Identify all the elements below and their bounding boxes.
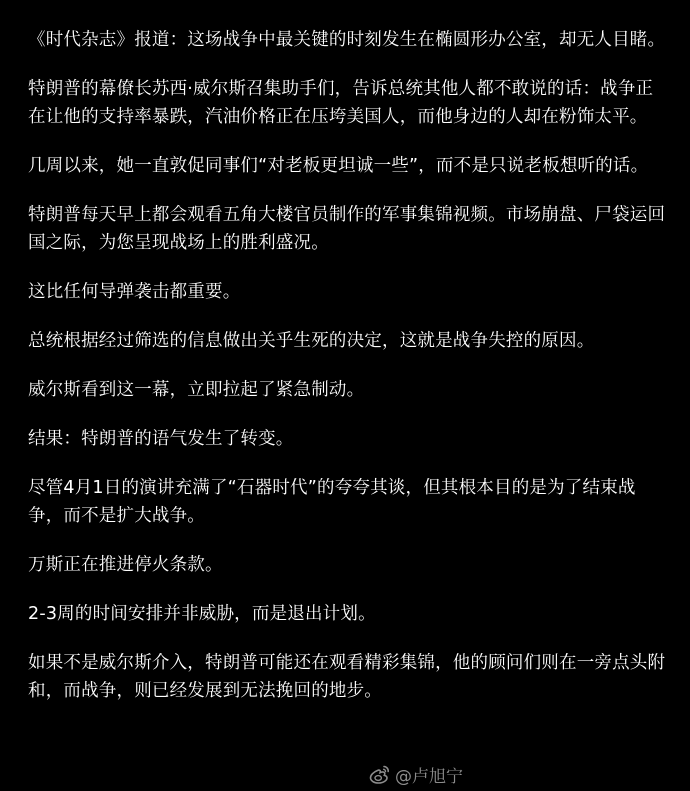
paragraph-12: 如果不是威尔斯介入，特朗普可能还在观看精彩集锦，他的顾问们则在一旁点头附和，而战争，则已经发展到无法挽回的地步。 bbox=[28, 653, 666, 701]
paragraph-7: 威尔斯看到这一幕，立即拉起了紧急制动。 bbox=[28, 380, 365, 400]
paragraph-3: 几周以来，她一直敦促同事们“对老板更坦诚一些”，而不是只说老板想听的话。 bbox=[28, 156, 649, 176]
weibo-logo-icon bbox=[368, 763, 392, 785]
article-body bbox=[28, 26, 668, 726]
paragraph-1: 《时代杂志》报道：这场战争中最关键的时刻发生在椭圆形办公室，却无人目睹。 bbox=[28, 30, 666, 50]
paragraph-5: 这比任何导弹袭击都重要。 bbox=[28, 282, 241, 302]
paragraph-6: 总统根据经过筛选的信息做出关乎生死的决定，这就是战争失控的原因。 bbox=[28, 331, 595, 351]
paragraph-11: 2-3周的时间安排并非威胁，而是退出计划。 bbox=[28, 604, 376, 624]
paragraph-10: 万斯正在推进停火条款。 bbox=[28, 555, 223, 575]
paragraph-9: 尽管4月1日的演讲充满了“石器时代”的夸夸其谈，但其根本目的是为了结束战争，而不是扩大战争。 bbox=[28, 478, 636, 526]
paragraph-8: 结果：特朗普的语气发生了转变。 bbox=[28, 429, 294, 449]
paragraph-4: 特朗普每天早上都会观看五角大楼官员制作的军事集锦视频。市场崩盘、尸袋运回国之际，为您呈现战场上的胜利盛况。 bbox=[28, 205, 666, 253]
paragraph-2: 特朗普的幕僚长苏西·威尔斯召集助手们，告诉总统其他人都不敢说的话：战争正在让他的支持率暴跌，汽油价格正在压垮美国人，而他身边的人却在粉饰太平。 bbox=[28, 79, 654, 127]
watermark-text: @卢旭宁 bbox=[395, 766, 463, 787]
watermark bbox=[368, 761, 463, 787]
